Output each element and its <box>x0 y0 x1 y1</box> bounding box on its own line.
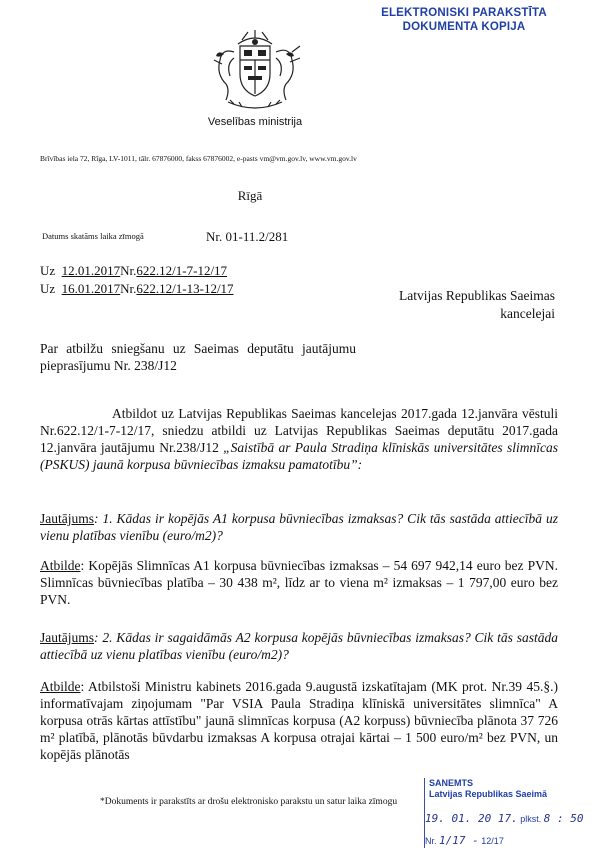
reference-date: 16.01.2017 <box>61 281 121 296</box>
answer-2-text: : Atbilstoši Ministru kabinets 2016.gada 9.augustā izskatītajam (MK prot. Nr.39 45.§.) informatīvajam ziņojumam "Par VSIA Paula Stradiņa klīniskā universitātes slimnīca" A korpusa otrās kārtas attīstību" jaunā slimnīcas korpusa (A2 korpuss) būvniecība plānota 37 726 m² platībā, plānotās būvdarbu izmaksas A korpusa otrajai kārtai – 1 500 euro/m² bez PVN, un kopējās plānotās <box>40 679 558 762</box>
received-stamp-date <box>425 812 584 825</box>
reference-date: 12.01.2017 <box>61 263 121 278</box>
question-1-label: Jautājums <box>40 511 94 526</box>
received-time-label: plkst. <box>520 814 542 824</box>
ministry-name: Veselības ministrija <box>207 116 303 128</box>
received-stamp-org: Latvijas Republikas Saeimā <box>429 789 548 799</box>
answer-2-label: Atbilde <box>40 679 81 694</box>
addressee-line1: Latvijas Republikas Saeimas <box>399 288 555 303</box>
reference-nr: 622.12/1-13-12/17 <box>136 281 234 296</box>
question-1 <box>40 510 558 544</box>
question-2 <box>40 629 558 663</box>
e-signature-stamp-line2: DOKUMENTA KOPIJA <box>402 21 526 33</box>
received-nr-suffix: 12/17 <box>481 836 504 846</box>
reference-nr: 622.12/1-7-12/17 <box>136 263 228 278</box>
e-signature-stamp <box>374 6 554 34</box>
answer-1-text: : Kopējās Slimnīcas A1 korpusa būvniecības izmaksas – 54 697 942,14 euro bez PVN. Slimnīcas būvniecības platība – 30 438 m², līdz ar to viena m² izmaksas – 1 797,00 euro bez PVN. <box>40 558 558 607</box>
date-caption: Datums skatāms laika zīmogā <box>42 231 144 241</box>
reference-nr-label: Nr. <box>120 281 137 296</box>
subject: Par atbilžu sniegšanu uz Saeimas deputātu jautājumu pieprasījumu Nr. 238/J12 <box>40 341 356 373</box>
reference-prefix: Uz <box>40 281 56 296</box>
reference-line <box>40 281 234 297</box>
intro-paragraph <box>40 405 558 473</box>
question-2-label: Jautājums <box>40 630 94 645</box>
answer-1 <box>40 557 558 608</box>
addressee <box>330 287 555 323</box>
document-number: Nr. 01-11.2/281 <box>206 229 289 244</box>
received-stamp-title: SANEMTS <box>429 778 474 788</box>
received-nr-label: Nr. <box>425 836 437 846</box>
question-2-text: : 2. Kādas ir sagaidāmās A2 korpusa kopējās būvniecības izmaksas? Cik tās sastāda attiecībā uz vienu platības vienību (euro/m2)? <box>40 630 558 662</box>
e-signature-stamp-line1: ELEKTRONISKI PARAKSTĪTA <box>381 7 547 19</box>
received-stamp-number <box>425 834 573 847</box>
received-date-value: 19. 01. 20 17. <box>425 812 518 825</box>
coat-of-arms-icon <box>204 30 306 114</box>
ministry-address: Brīvības iela 72, Rīga, LV-1011, tālr. 67876000, fakss 67876002, e-pasts vm@vm.gov.lv, www.vm.gov.lv <box>40 154 357 163</box>
reference-line <box>40 263 227 279</box>
received-stamp <box>424 778 584 848</box>
reference-prefix: Uz <box>40 263 56 278</box>
intro-question-title: „Saistībā ar Paula Stradiņa klīniskās universitātes slimnīcas (PSKUS) jaunā korpusa būvniecības izmaksu pamatotību”: <box>40 440 558 472</box>
received-time-value: 8 : 50 <box>543 812 584 825</box>
footnote: *Dokuments ir parakstīts ar drošu elektronisko parakstu un satur laika zīmogu <box>100 797 398 807</box>
addressee-line2: kancelejai <box>500 306 555 321</box>
reference-nr-label: Nr. <box>120 263 137 278</box>
answer-2 <box>40 678 558 763</box>
intro-text: Atbildot uz Latvijas Republikas Saeimas kancelejas 2017.gada 12.janvāra vēstuli Nr.622.12/1-7-12/17, sniedzu atbildi uz Latvijas Republikas Saeimas deputātu 2017.gada 12.janvāra jautājumu Nr.238/J12 <box>40 406 558 455</box>
city: Rīgā <box>237 188 263 203</box>
question-1-text: : 1. Kādas ir kopējās A1 korpusa būvniecības izmaksas? Cik tās sastāda attiecībā uz vienu platības vienību (euro/m2)? <box>40 511 558 543</box>
received-nr-value: 1/17 - <box>439 834 479 847</box>
answer-1-label: Atbilde <box>40 558 81 573</box>
